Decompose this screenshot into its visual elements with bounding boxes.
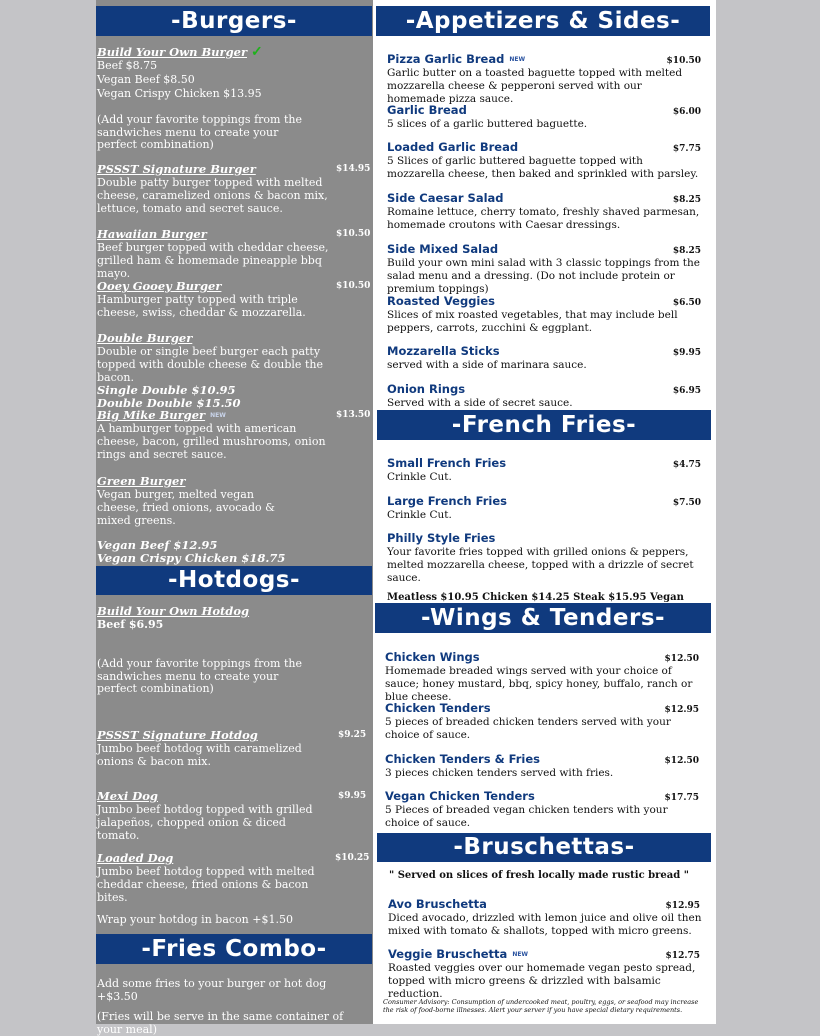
consumer-advisory: Consumer Advisory: Consumption of undercooked meat, poultry, eggs, or seafood may increase the risk of food-borne illnesses. Alert your server if you have special dietary requirements.: [383, 998, 699, 1014]
item-description: 3 pieces chicken tenders served with fries.: [385, 767, 614, 779]
item-price: $4.75: [672, 460, 701, 470]
item-description: Hamburger patty topped with triple cheese, swiss, cheddar & mozzarella.: [97, 293, 306, 319]
item-name: Ooey Gooey Burger: [97, 279, 222, 293]
item-name: Build Your Own Burger: [97, 45, 248, 59]
burgers-banner: -Burgers-: [96, 6, 372, 36]
item-name: Loaded Garlic Bread: [387, 140, 519, 154]
menu-item: [387, 383, 705, 410]
item-price: Beef $8.75: [97, 59, 158, 72]
item-price: $12.50: [664, 756, 699, 766]
item-name: Roasted Veggies: [387, 294, 496, 308]
menu-item: [97, 605, 367, 631]
item-description: Diced avocado, drizzled with lemon juice and olive oil then mixed with tomato & shallots, topped with micro greens.: [388, 912, 702, 937]
new-badge: NEW: [512, 951, 529, 958]
item-name: Loaded Dog: [97, 851, 174, 865]
bruschettas-banner: -Bruschettas-: [377, 833, 711, 862]
item-price: $8.25: [672, 195, 701, 205]
menu-item: [387, 243, 705, 296]
wings-banner: -Wings & Tenders-: [375, 603, 711, 633]
item-name: Hawaiian Burger: [97, 227, 207, 241]
menu-item: [387, 345, 705, 372]
item-name: Veggie Bruschetta: [388, 947, 508, 961]
item-description: Slices of mix roasted vegetables, that may include bell peppers, carrots, zucchini & eggplant.: [387, 309, 678, 334]
menu-item: [387, 457, 705, 484]
menu-note: (Add your favorite toppings from the sandwiches menu to create your perfect combination): [97, 113, 302, 151]
item-name: Build Your Own Hotdog: [97, 604, 250, 618]
item-description: Vegan burger, melted vegan cheese, fried onions, avocado & mixed greens.: [97, 488, 275, 527]
menu-item: [388, 898, 706, 938]
item-price: Beef $6.95: [97, 618, 164, 631]
item-price: $12.95: [665, 901, 700, 911]
menu-item: [97, 227, 371, 280]
item-name: Pizza Garlic Bread: [387, 52, 505, 66]
item-description: 5 Pieces of breaded vegan chicken tenders with your choice of sauce.: [385, 804, 668, 829]
appetizers-banner: -Appetizers & Sides-: [376, 6, 710, 36]
item-description: Roasted veggies over our homemade vegan pesto spread, topped with micro greens & drizzled with balsamic reduction.: [388, 962, 696, 1000]
item-price: $10.50: [666, 56, 701, 66]
item-name: Onion Rings: [387, 382, 466, 396]
menu-note: (Add your favorite toppings from the sandwiches menu to create your perfect combination): [97, 657, 302, 695]
new-badge: NEW: [509, 56, 526, 63]
item-name: Vegan Chicken Tenders: [385, 789, 535, 803]
new-badge: NEW: [210, 412, 226, 419]
menu-item: [387, 295, 705, 335]
item-description: Crinkle Cut.: [387, 509, 452, 521]
item-price: $13.50: [336, 410, 371, 420]
menu-item: [97, 408, 371, 461]
menu-item: [387, 192, 705, 232]
fries-combo-banner: -Fries Combo-: [96, 934, 372, 964]
menu-item: [387, 141, 705, 181]
menu-item: [387, 53, 705, 106]
item-description: Beef burger topped with cheddar cheese, grilled ham & homemade pineapple bbq mayo.: [97, 241, 329, 280]
menu-note: Wrap your hotdog in bacon +$1.50: [97, 913, 293, 926]
item-name: Small French Fries: [387, 456, 507, 470]
item-name: Chicken Tenders: [385, 701, 491, 715]
item-name: PSSST Signature Burger: [97, 162, 256, 176]
item-price: $9.25: [338, 730, 367, 740]
item-name: Big Mike Burger: [97, 408, 206, 422]
item-name: Avo Bruschetta: [388, 897, 487, 911]
item-price: Single Double $10.95: [97, 383, 236, 397]
vegan-leaf-icon: ✓: [251, 44, 263, 60]
item-price: $10.50: [336, 281, 371, 291]
item-price: $10.25: [335, 853, 370, 863]
item-description: served with a side of marinara sauce.: [387, 359, 587, 371]
item-name: Side Mixed Salad: [387, 242, 499, 256]
item-price: $6.00: [672, 107, 701, 117]
menu-item: [97, 475, 367, 565]
item-price: $6.95: [672, 386, 701, 396]
item-price: Vegan Crispy Chicken $18.75: [97, 551, 286, 565]
french-fries-banner: -French Fries-: [377, 410, 711, 440]
menu-item: [97, 790, 367, 842]
item-price: $17.75: [664, 793, 699, 803]
item-description: Homemade breaded wings served with your choice of sauce; honey mustard, bbq, spicy honey, buffalo, ranch or blue cheese.: [385, 665, 693, 703]
item-price: Meatless $10.95 Chicken $14.25 Steak $15.95 Vegan: [387, 592, 684, 603]
item-price: Vegan Crispy Chicken $13.95: [97, 87, 262, 100]
item-name: Double Burger: [97, 331, 193, 345]
item-description: Garlic butter on a toasted baguette topped with melted mozzarella cheese & pepperoni served with our homemade pizza sauce.: [387, 67, 683, 105]
item-name: Mexi Dog: [97, 789, 158, 803]
item-price: $12.50: [664, 654, 699, 664]
item-description: 5 Slices of garlic buttered baguette topped with mozzarella cheese, then baked and sprinkled with parsley.: [387, 155, 699, 180]
item-description: Crinkle Cut.: [387, 471, 452, 483]
item-name: PSSST Signature Hotdog: [97, 728, 258, 742]
menu-item: [385, 753, 703, 780]
item-name: Philly Style Fries: [387, 531, 496, 545]
item-description: Your favorite fries topped with grilled onions & peppers, melted mozzarella cheese, topped with a drizzle of secret sauce.: [387, 546, 694, 584]
menu-item: [385, 651, 703, 704]
item-description: Jumbo beef hotdog topped with melted cheddar cheese, fried onions & bacon bites.: [97, 865, 315, 904]
item-price: Vegan Beef $12.95: [97, 538, 218, 552]
item-price: $6.50: [672, 298, 701, 308]
item-name: Large French Fries: [387, 494, 507, 508]
item-description: Served with a side of secret sauce.: [387, 397, 573, 409]
item-price: $7.50: [672, 498, 701, 508]
item-name: Chicken Wings: [385, 650, 480, 664]
menu-note: Add some fries to your burger or hot dog +$3.50: [97, 977, 327, 1003]
menu-item: [97, 46, 367, 100]
menu-item: [97, 279, 371, 319]
item-description: 5 slices of a garlic buttered baguette.: [387, 118, 588, 130]
menu-note: (Fries will be serve in the same container of your meal): [97, 1010, 344, 1036]
menu-item: [97, 162, 371, 215]
item-price: $9.95: [338, 791, 367, 801]
item-price: $10.50: [336, 229, 371, 239]
item-name: Chicken Tenders & Fries: [385, 752, 540, 766]
item-name: Garlic Bread: [387, 103, 467, 117]
item-description: Jumbo beef hotdog with caramelized onions & bacon mix.: [97, 742, 302, 768]
item-price: $8.25: [672, 246, 701, 256]
menu-item: [97, 332, 367, 410]
menu-item: [97, 851, 370, 904]
item-price: $12.75: [665, 951, 700, 961]
menu-item: [387, 495, 705, 522]
item-price: $12.95: [664, 705, 699, 715]
item-price: Double Double $15.50: [97, 396, 241, 410]
menu-item: [388, 948, 706, 1001]
menu-item: [97, 729, 367, 768]
item-price: $7.75: [672, 144, 701, 154]
item-name: Side Caesar Salad: [387, 191, 504, 205]
menu-item: [385, 702, 703, 742]
item-description: Build your own mini salad with 3 classic toppings from the salad menu and a dressing. (Do not include protein or premium toppings): [387, 257, 700, 295]
item-description: Double or single beef burger each patty topped with double cheese & double the bacon.: [97, 345, 323, 384]
item-description: Jumbo beef hotdog topped with grilled jalapeños, chopped onion & diced tomato.: [97, 803, 313, 842]
item-price: $14.95: [336, 164, 371, 174]
item-name: Mozzarella Sticks: [387, 344, 500, 358]
item-description: Romaine lettuce, cherry tomato, freshly shaved parmesan, homemade croutons with Caesar dressings.: [387, 206, 700, 231]
item-description: A hamburger topped with american cheese, bacon, grilled mushrooms, onion rings and secret sauce.: [97, 422, 326, 461]
item-name: Green Burger: [97, 474, 186, 488]
item-description: Double patty burger topped with melted cheese, caramelized onions & bacon mix, lettuce, tomato and secret sauce.: [97, 176, 328, 215]
menu-item: [387, 104, 705, 131]
menu-item: [385, 790, 703, 830]
item-price: $9.95: [672, 348, 701, 358]
hotdogs-banner: -Hotdogs-: [96, 566, 372, 595]
bruschetta-intro: " Served on slices of fresh locally made rustic bread ": [389, 870, 689, 881]
item-description: 5 pieces of breaded chicken tenders served with your choice of sauce.: [385, 716, 671, 741]
item-price: Vegan Beef $8.50: [97, 73, 195, 86]
